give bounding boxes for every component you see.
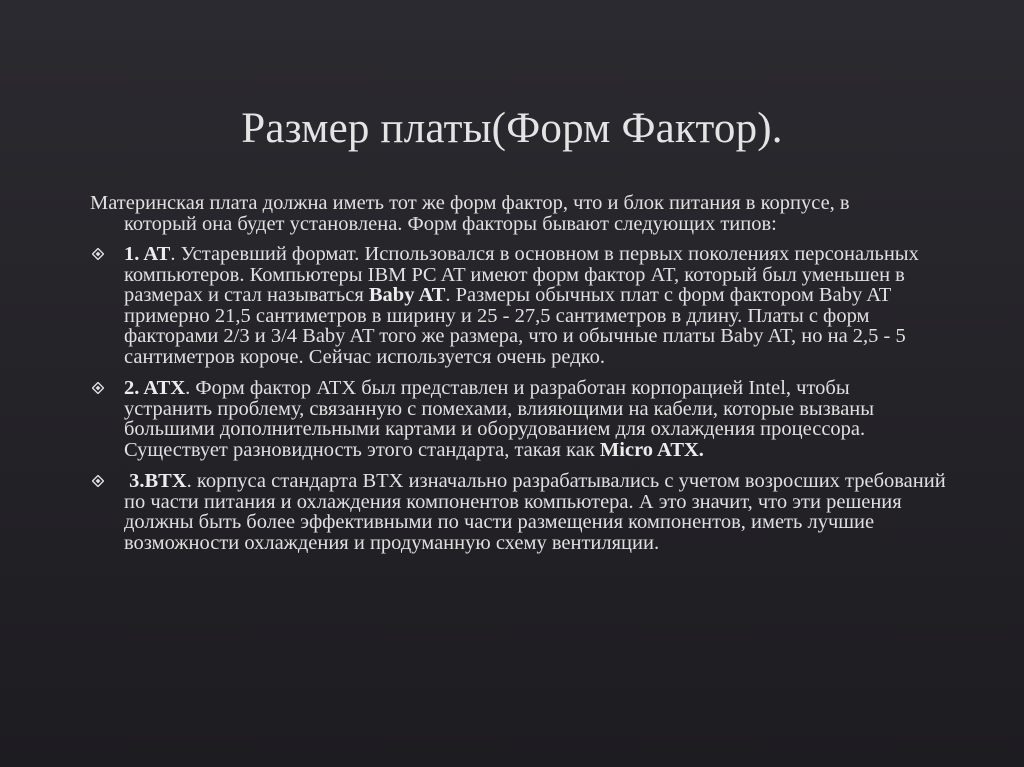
slide-title: Размер платы(Форм Фактор). [241, 105, 783, 152]
item-highlight: Micro ATX. [599, 438, 704, 461]
list-item-text [124, 244, 954, 367]
slide-content [90, 193, 950, 564]
list-item-btx [90, 471, 950, 553]
list-item-atx [90, 378, 950, 460]
item-label: 1. AT [124, 243, 171, 265]
item-body: . Устаревший формат. Использовался в основном в первых поколениях персональных компьютеров. Компьютеры IBM PC AT имеют форм фактор AT, который был уменьшен в размерах и стал называться [124, 243, 919, 306]
intro-paragraph: Материнская плата должна иметь тот же форм фактор, что и блок питания в корпусе, в который она будет установлена. Форм факторы бывают следующих типов: [90, 192, 850, 235]
list-item-text [124, 471, 954, 553]
diamond-bullet-icon [92, 248, 104, 260]
diamond-bullet-icon [92, 475, 104, 487]
diamond-bullet-icon [92, 382, 104, 394]
item-label: 3.BTX [129, 470, 187, 492]
list-item-text [124, 378, 914, 460]
item-body: . корпуса стандарта BTX изначально разрабатывались с учетом возросших требований по части питания и охлаждения компонентов компьютера. А это значит, что эти решения должны быть более эффективными по части размещения компонентов, иметь лучшие возможности охлаждения и продуманную схему вентиляции. [124, 470, 946, 554]
item-label: 2. ATX [124, 377, 186, 399]
item-highlight: Baby AT [368, 284, 446, 306]
item-body-cont: . Размеры обычных плат с форм фактором Baby AT примерно 21,5 сантиметров в ширину и 25 - 27,5 сантиметров в длину. Платы с форм факторами 2/3 и 3/4 Baby AT того же размера, что и обычные платы Baby AT, но на 2,5 - 5 сантиметров короче. Сейчас используется очень редко. [124, 284, 906, 368]
item-body: . Форм фактор ATX был представлен и разработан корпорацией Intel, чтобы устранить проблему, связанную с помехами, влияющими на кабели, которые вызваны большими дополнительными картами и оборудованием для охлаждения процессора. Существует разновидность этого стандарта, такая как [124, 377, 875, 461]
list-item-at [90, 244, 950, 367]
form-factor-list [90, 244, 950, 553]
